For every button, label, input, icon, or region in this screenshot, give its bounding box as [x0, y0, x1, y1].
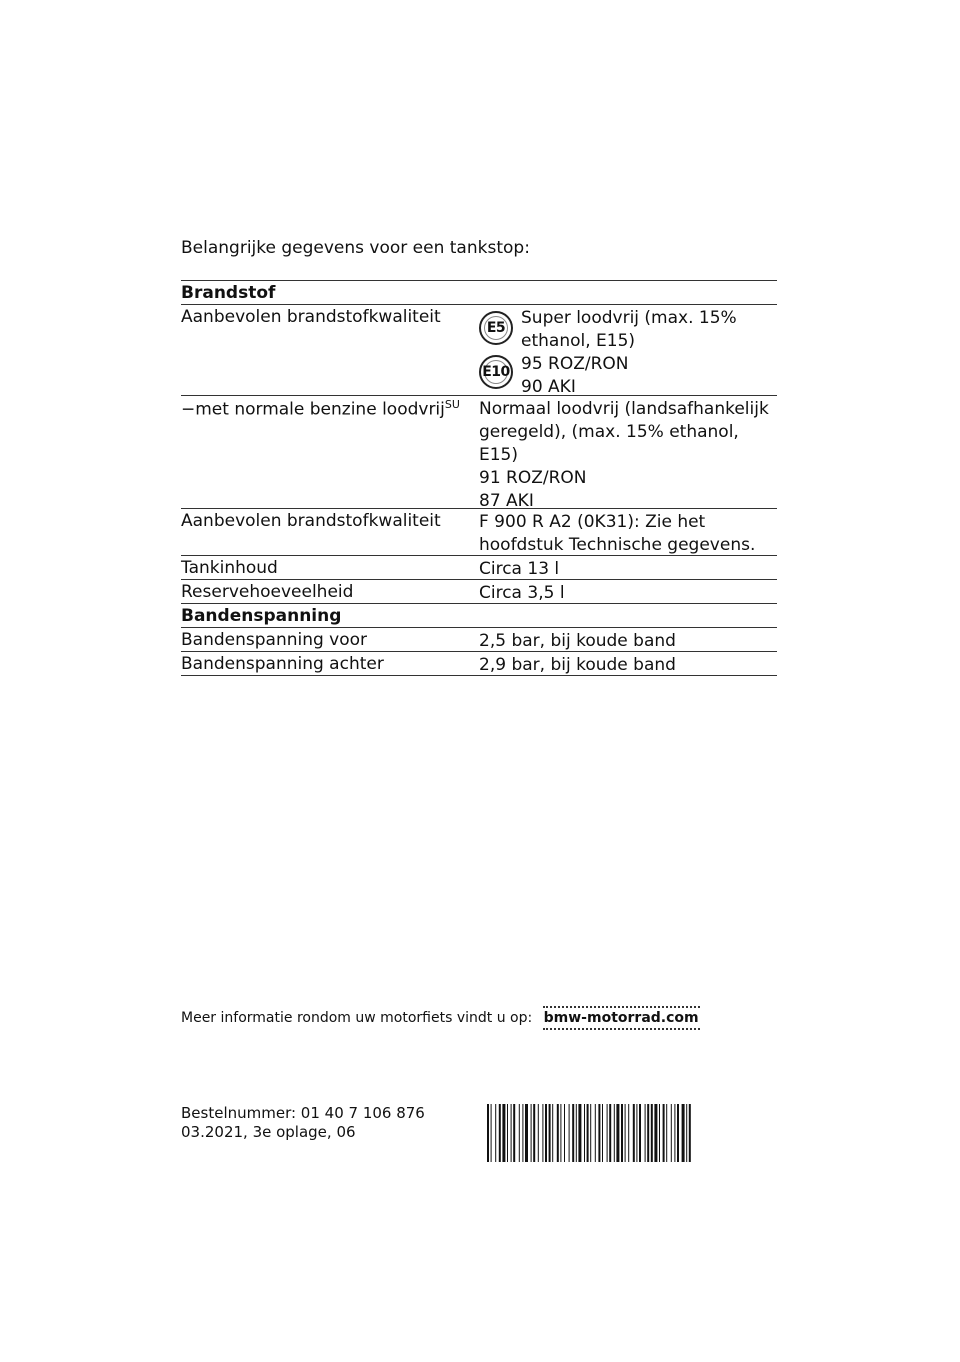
row-label: Reservehoeveelheid — [181, 582, 354, 602]
table-row — [181, 651, 777, 676]
table-row — [181, 304, 777, 395]
table-row — [181, 579, 777, 603]
footer-info-text: Meer informatie rondom uw motorfiets vindt u op: — [181, 1010, 533, 1026]
e10-fuel-icon: E10 — [479, 355, 513, 389]
row-value: 2,9 bar, bij koude band — [479, 655, 676, 675]
edition-info: 03.2021, 3e oplage, 06 — [181, 1123, 356, 1141]
section-heading-tires: Bandenspanning — [181, 606, 342, 626]
section-heading-fuel: Brandstof — [181, 283, 276, 303]
row-label: Bandenspanning voor — [181, 630, 368, 650]
row-label: Aanbevolen brandstofkwaliteit — [181, 511, 441, 531]
row-value: Normaal loodvrij (landsafhankelijk geregeld), (max. 15% ethanol, E15) 91 ROZ/RON 87 AKI — [479, 399, 769, 511]
website-link[interactable]: bmw-motorrad.com — [543, 1006, 700, 1030]
row-label: Tankinhoud — [181, 558, 278, 578]
table-row — [181, 395, 777, 511]
table-row — [181, 627, 777, 651]
table-row — [181, 508, 777, 555]
fuel-quality-text: Super loodvrij (max. 15% ethanol, E15) 95 ROZ/RON 90 AKI — [521, 308, 737, 397]
row-value: Circa 13 l — [479, 559, 560, 579]
section-row-fuel — [181, 280, 777, 304]
e5-fuel-icon: E5 — [479, 311, 513, 345]
row-label: Bandenspanning achter — [181, 654, 384, 674]
intro-text: Belangrijke gegevens voor een tankstop: — [181, 238, 530, 258]
footer-info — [181, 1010, 700, 1026]
row-value: F 900 R A2 (0K31): Zie het hoofdstuk Technische gegevens. — [479, 512, 756, 555]
barcode-image — [487, 1104, 777, 1162]
row-label: −met normale benzine loodvrij$^{SU}$ — [181, 398, 460, 420]
order-info — [181, 1104, 425, 1142]
table-row — [181, 555, 777, 579]
order-number: Bestelnummer: 01 40 7 106 876 — [181, 1104, 425, 1122]
section-row-tires — [181, 603, 777, 627]
row-value: Circa 3,5 l — [479, 583, 565, 603]
row-label: Aanbevolen brandstofkwaliteit — [181, 307, 441, 327]
row-value: 2,5 bar, bij koude band — [479, 631, 676, 651]
fuel-data-table — [181, 280, 777, 676]
